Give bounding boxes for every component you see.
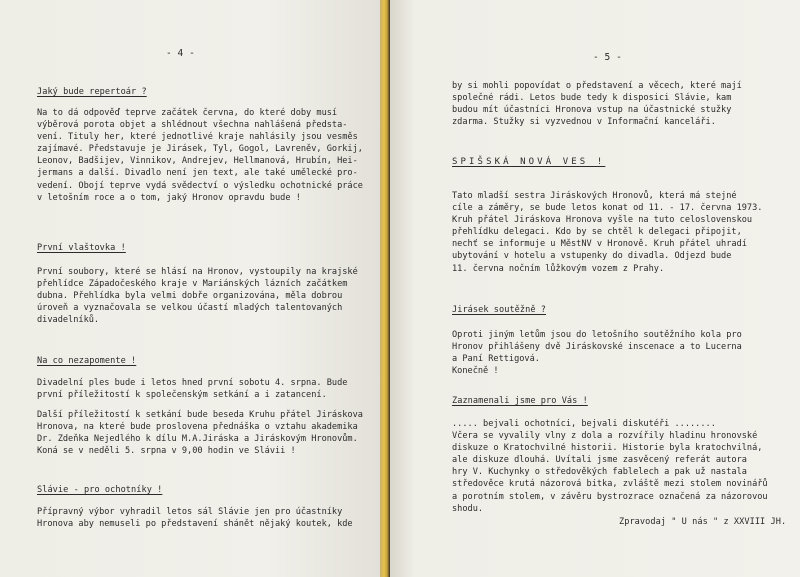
text-line: Na to dá odpověď teprve začátek června, do které doby musí: [37, 108, 338, 118]
text-line: Tato mladší sestra Jiráskových Hronovů, která má stejné: [452, 191, 737, 201]
text-line: zdarma. Stužky si vyzvednou v Informační kanceláři.: [452, 117, 716, 128]
text-line: diskuze o Kratochvilné historii. Historie byla kratochvilná,: [452, 443, 763, 454]
text-line: První soubory, které se hlásí na Hronov, vystoupily na krajské: [37, 267, 358, 277]
text-line: hry V. Kuchynky o středověkých fablelech a pak už nastala: [452, 467, 747, 478]
section-body: [37, 377, 347, 401]
text-line: Hronova aby nemuseli po představení shánět nějaký koutek, kde: [37, 519, 353, 530]
text-line: Přípravný výbor vyhradil letos sál Slávie jen pro účastníky: [37, 507, 343, 517]
text-line: první příležitostí k společenským setkání a i zatancení.: [37, 390, 327, 401]
section-body: [37, 107, 363, 204]
text-line: by si mohli popovídat o představení a věcech, které mají: [452, 81, 742, 91]
text-line: 11. června nočním lůžkovým vozem z Prahy.: [452, 263, 665, 274]
text-line: přehlídce Západočeského kraje v Mariánských lázních začátkem: [37, 279, 348, 290]
text-line: Konečně !: [452, 366, 499, 377]
text-line: budou mít účastníci Hronova vstup na účastnické stužky: [452, 105, 732, 116]
text-line: Divadelní ples bude i letos hned první sobotu 4. srpna. Bude: [37, 378, 348, 388]
book-gutter: [380, 0, 390, 577]
text-line: Hronova, na které bude proslovena přednáška o vztahu akademika: [37, 422, 358, 433]
section-heading: SPIŠSKÁ NOVÁ VES !: [452, 157, 606, 167]
text-line: nechť se informuje u MěstNV v Hronově. Kruh přátel uhradí: [452, 239, 747, 250]
text-line: vedení. Obojí teprve vydá svědectví o výsledku ochotnické práce: [37, 180, 363, 191]
section-body: [37, 266, 358, 326]
text-line: jermans a další. Divadlo není jen text, ale také umělecké pro-: [37, 168, 358, 179]
text-line: Hronov přihlášeny dvě Jiráskovské inscenace a to Lucerna: [452, 342, 742, 353]
text-line: dubna. Přehlídka byla velmi dobře organizována, měla dobrou: [37, 291, 343, 302]
text-line: středověce krutá názorová bitka, zvláště mezi stolem novinářů: [452, 479, 768, 490]
text-line: ale diskuze dlouhá. Uvítali jsme zasvěcený referát autora: [452, 455, 747, 466]
section-heading: První vlaštovka !: [37, 243, 126, 253]
section-body: [37, 409, 363, 457]
text-line: divadelníků.: [37, 315, 100, 326]
text-line: úroveň a vyznačovala se velkou účastí mladých talentovaných: [37, 303, 343, 314]
text-line: ..... bejvali ochotníci, bejvali diskutéři ........: [452, 419, 716, 429]
page-number: - 4 -: [166, 48, 195, 59]
section-heading: Jirásek soutěžně ?: [452, 305, 547, 315]
text-line: Oproti jiným letům jsou do letošního soutěžního kola pro: [452, 330, 742, 340]
text-line: Další příležitostí k setkání bude beseda Kruhu přátel Jiráskova: [37, 410, 363, 420]
page-number: - 5 -: [593, 52, 622, 63]
text-line: vení. Tituly her, které jednotlivé kraje nahlásily jsou vesměs: [37, 132, 358, 143]
left-page: [0, 0, 382, 577]
text-line: cíle a záměry, se bude letos konat od 11. - 17. června 1973.: [452, 203, 763, 214]
text-line: Včera se vyvalily vlny z dola a rozvířily hladinu hronovské: [452, 431, 758, 442]
section-body: [452, 80, 742, 128]
right-page: [390, 0, 800, 577]
text-line: v letošním roce a o tom, jaký Hronov opravdu bude !: [37, 192, 301, 203]
text-line: Leonov, Badšijev, Vinnikov, Andrejev, Hellmanová, Hrubín, Hei-: [37, 156, 358, 167]
text-line: shodu.: [452, 503, 484, 514]
text-line: výběrová porota objet a shlédnout všechna nahlášená předsta-: [37, 120, 348, 131]
section-heading: Slávie - pro ochotníky !: [37, 485, 163, 495]
signature: Zpravodaj " U nás " z XXVIII JH.: [619, 517, 787, 527]
section-body: [37, 506, 353, 530]
text-line: Koná se v neděli 5. srpna v 9,00 hodin ve Slávii !: [37, 446, 296, 457]
text-line: Dr. Zdeňka Nejedlého k dílu M.A.Jiráska a Jiráskovým Hronovům.: [37, 434, 358, 445]
text-line: přehlídku delegaci. Kdo by se chtěl k delegaci připojit,: [452, 227, 742, 238]
section-heading: Jaký bude repertoár ?: [37, 87, 147, 97]
text-line: a porotním stolem, v závěru bystrozrace označená za názorovou: [452, 491, 768, 502]
section-heading: Na co nezapomente !: [37, 356, 137, 366]
text-line: společné rádi. Letos bude tedy k disposici Slávie, kam: [452, 93, 732, 104]
section-body: [452, 329, 742, 377]
text-line: ubytování v hotelu a vstupenky do divadla. Odjezd bude: [452, 251, 732, 262]
section-body: [452, 190, 762, 275]
section-body: [452, 418, 768, 515]
text-line: a Paní Rettigová.: [452, 354, 540, 365]
text-line: zajímavé. Představuje je Jirásek, Tyl, Gogol, Lavreněv, Gorkij,: [37, 144, 363, 155]
text-line: Kruh přátel Jiráskova Hronova vyšle na tuto celoslovenskou: [452, 215, 753, 226]
section-heading: Zaznamenali jsme pro Vás !: [452, 396, 588, 406]
